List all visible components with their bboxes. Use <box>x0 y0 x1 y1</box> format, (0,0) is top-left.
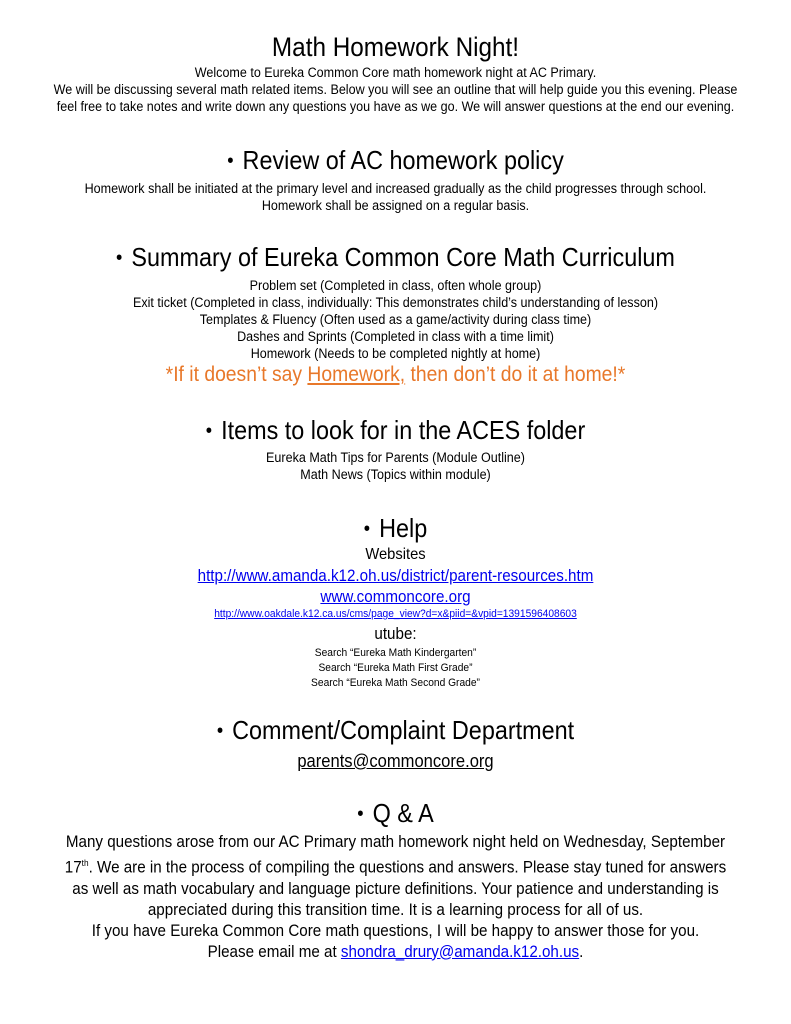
curriculum-list <box>0 277 791 362</box>
complaint-email-text[interactable]: parents@commoncore.org <box>297 751 494 771</box>
bullet-icon: • <box>205 420 213 442</box>
help-heading-text: Help <box>379 513 428 543</box>
policy-heading-text: Review of AC homework policy <box>242 145 564 175</box>
section-heading-qa <box>40 798 752 831</box>
intro-description: We will be discussing several math related items. Below you will see an outline that will help guide you this evening. Please feel free to take notes and write down any questions you have as we go. We will answer questions at the end our evening. <box>53 82 738 114</box>
link-oakdale[interactable] <box>28 607 764 622</box>
section-heading-complaint <box>40 715 752 748</box>
qa-text: . We are in the process of compiling the questions and answers. Please stay tuned for answers as well as math vocabulary and language picture definitions. Your patience and understanding is appreciated during this transition time. It is a learning process for all of us. <box>72 858 727 919</box>
qa-superscript: th <box>81 858 89 868</box>
qa-heading-text: Q & A <box>372 798 434 828</box>
note-text-before: *If it doesn’t say <box>165 363 308 386</box>
list-item: Search “Eureka Math Kindergarten” <box>314 647 477 659</box>
bullet-icon: • <box>216 720 224 742</box>
link-text[interactable]: www.commoncore.org <box>320 588 471 606</box>
qa-offer: If you have Eureka Common Core math questions, I will be happy to answer those for you. <box>91 921 700 940</box>
note-emphasis: Homework, <box>307 363 406 386</box>
qa-paragraph <box>63 832 728 921</box>
bullet-icon: • <box>363 518 371 540</box>
bullet-icon: • <box>116 247 123 269</box>
section-heading-curriculum <box>40 242 752 275</box>
homework-note <box>32 362 760 387</box>
section-heading-folder <box>40 415 752 448</box>
list-item: Search “Eureka Math First Grade” <box>318 662 473 674</box>
qa-text: Many questions arose from our AC Primary math homework night held on Wednesday, September 17 <box>64 833 726 877</box>
section-heading-policy <box>40 145 752 178</box>
complaint-heading-text: Comment/Complaint Department <box>232 715 575 745</box>
list-item: Problem set (Completed in class, often whole group) <box>249 278 542 293</box>
qa-contact-period: . <box>579 942 584 961</box>
bullet-icon: • <box>227 150 234 172</box>
page-title: Math Homework Night! <box>271 32 520 62</box>
link-text[interactable]: http://www.amanda.k12.oh.us/district/parent-resources.htm <box>197 567 594 585</box>
section-heading-help <box>40 513 752 546</box>
websites-label: Websites <box>365 546 426 563</box>
list-item: Search “Eureka Math Second Grade” <box>311 677 480 689</box>
intro-welcome: Welcome to Eureka Common Core math homework night at AC Primary. <box>194 65 597 80</box>
curriculum-heading-text: Summary of Eureka Common Core Math Curriculum <box>131 242 675 272</box>
contact-email-link[interactable]: shondra_drury@amanda.k12.oh.us <box>340 942 580 961</box>
utube-label: utube: <box>374 625 417 643</box>
list-item: Homework (Needs to be completed nightly at home) <box>250 346 541 361</box>
qa-contact-text: Please email me at <box>207 942 341 961</box>
link-commoncore[interactable] <box>32 587 760 608</box>
qa-contact <box>32 942 760 963</box>
list-item: Eureka Math Tips for Parents (Module Outline) <box>266 450 525 465</box>
note-text-after: then don’t do it at home!* <box>405 363 626 386</box>
list-item: Templates & Fluency (Often used as a game/activity during class time) <box>199 312 592 327</box>
policy-text: Homework shall be initiated at the primary level and increased gradually as the child progresses through school. Homework shall be assigned on a regular basis. <box>84 181 707 213</box>
bullet-icon: • <box>357 803 364 825</box>
list-item: Dashes and Sprints (Completed in class with a time limit) <box>237 329 554 344</box>
link-text[interactable]: http://www.oakdale.k12.ca.us/cms/page_view?d=x&piid=&vpid=1391596408603 <box>214 608 577 620</box>
folder-heading-text: Items to look for in the ACES folder <box>221 415 586 445</box>
list-item: Math News (Topics within module) <box>300 467 491 482</box>
link-amanda-parent-resources[interactable] <box>32 566 760 587</box>
complaint-email[interactable] <box>32 750 760 772</box>
list-item: Exit ticket (Completed in class, individually: This demonstrates child’s understanding of lesson) <box>132 295 659 310</box>
